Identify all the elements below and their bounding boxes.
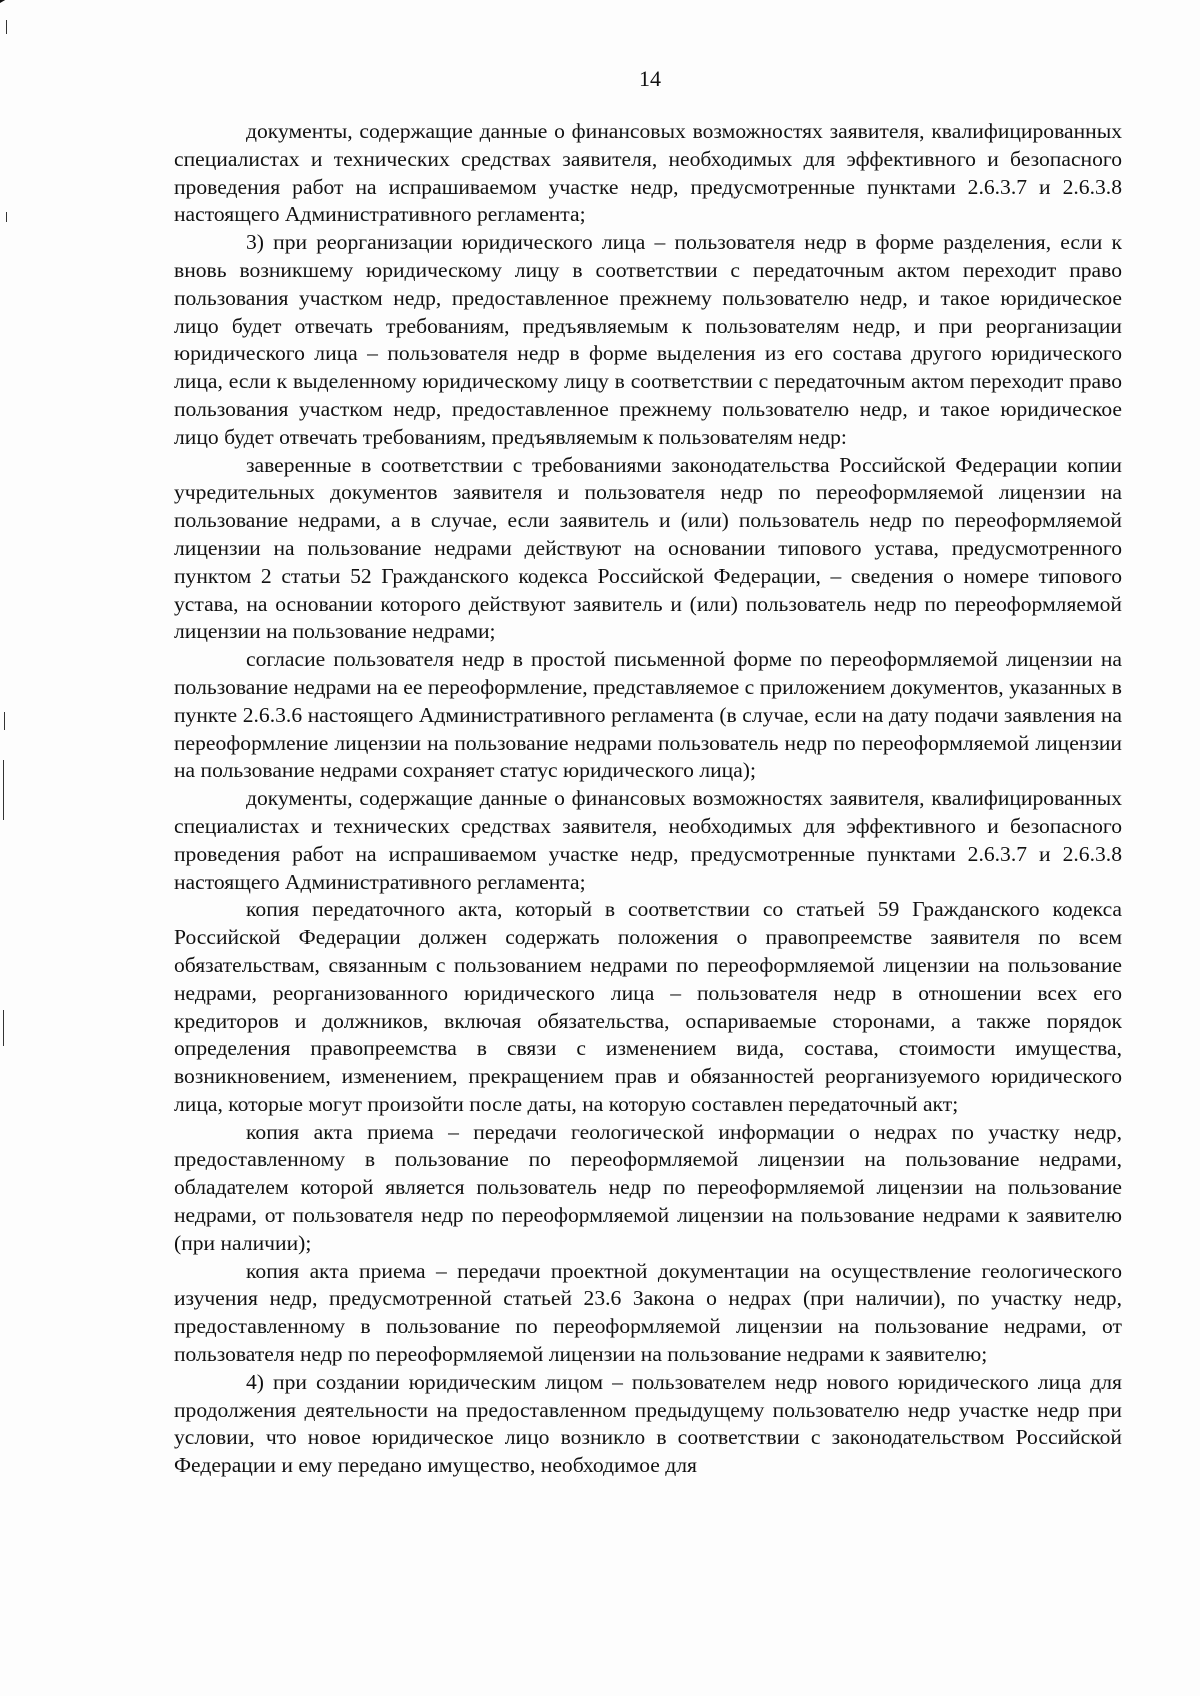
paragraph: копия передаточного акта, который в соответствии со статьей 59 Гражданского кодекса Российской Федерации должен содержать положения о правопреемстве заявителя по всем обязательствам, связанным с пользованием недрами по переоформляемой лицензии на пользование недрами, реорганизованного юридического лица – пользователя недр в отношении всех его кредиторов и должников, включая обязательства, оспариваемые сторонами, а также порядок определения правопреемства в связи с изменением вида, состава, стоимости имущества, возникновением, изменением, прекращением прав и обязанностей реорганизуемого юридического лица, которые могут произойти после даты, на которую составлен передаточный акт;	[174, 897, 1122, 1116]
page-number: 14	[639, 66, 661, 91]
document-body	[174, 118, 1122, 1480]
paragraph: 4) при создании юридическим лицом – пользователем недр нового юридического лица для продолжения деятельности на предоставленном предыдущему пользователю недр участке недр при условии, что новое юридическое лицо возникло в соответствии с законодательством Российской Федерации и ему передано имущество, необходимое для	[174, 1369, 1122, 1478]
paragraph: согласие пользователя недр в простой письменной форме по переоформляемой лицензии на пользование недрами на ее переоформление, представляемое с приложением документов, указанных в пункте 2.6.3.6 настоящего Административного регламента (в случае, если на дату подачи заявления на переоформление лицензии на пользование недрами пользователь недр по переоформляемой лицензии на пользование недрами сохраняет статус юридического лица);	[174, 647, 1122, 783]
scan-edge-mark	[3, 1010, 4, 1046]
paragraph: заверенные в соответствии с требованиями законодательства Российской Федерации копии учредительных документов заявителя и пользователя недр по переоформляемой лицензии на пользование недрами, а в случае, если заявитель и (или) пользователь недр по переоформляемой лицензии на пользование недрами действуют на основании типового устава, предусмотренного пунктом 2 статьи 52 Гражданского кодекса Российской Федерации, – сведения о номере типового устава, на основании которого действуют заявитель и (или) пользователь недр по переоформляемой лицензии на пользование недрами;	[174, 452, 1122, 644]
scan-edge-mark	[6, 20, 7, 34]
paragraph: документы, содержащие данные о финансовых возможностях заявителя, квалифицированных специалистах и технических средствах заявителя, необходимых для эффективного и безопасного проведения работ на испрашиваемом участке недр, предусмотренные пунктами 2.6.3.7 и 2.6.3.8 настоящего Административного регламента;	[174, 786, 1122, 894]
paragraph: 3) при реорганизации юридического лица – пользователя недр в форме разделения, если к вновь возникшему юридическому лицу в соответствии с передаточным актом переходит право пользования участком недр, предоставленное прежнему пользователю недр, и такое юридическое лицо будет отвечать требованиям, предъявляемым к пользователям недр, и при реорганизации юридического лица – пользователя недр в форме выделения из его состава другого юридического лица, если к выделенному юридическому лицу в соответствии с передаточным актом переходит право пользования участком недр, предоставленное прежнему пользователю недр, и такое юридическое лицо будет отвечать требованиям, предъявляемым к пользователям недр:	[174, 230, 1122, 449]
scan-corner-mark	[0, 0, 18, 21]
scan-edge-mark	[3, 760, 4, 820]
paragraph: документы, содержащие данные о финансовых возможностях заявителя, квалифицированных специалистах и технических средствах заявителя, необходимых для эффективного и безопасного проведения работ на испрашиваемом участке недр, предусмотренные пунктами 2.6.3.7 и 2.6.3.8 настоящего Административного регламента;	[174, 119, 1122, 227]
scan-edge-mark	[4, 712, 5, 730]
scan-edge-mark	[6, 212, 7, 222]
paragraph: копия акта приема – передачи геологической информации о недрах по участку недр, предоставленному в пользование по переоформляемой лицензии на пользование недрами, обладателем которой является пользователь недр по переоформляемой лицензии на пользование недрами, от пользователя недр по переоформляемой лицензии на пользование недрами к заявителю (при наличии);	[174, 1119, 1122, 1255]
paragraph: копия акта приема – передачи проектной документации на осуществление геологического изучения недр, предусмотренной статьей 23.6 Закона о недрах (при наличии), по участку недр, предоставленному в пользование по переоформляемой лицензии на пользование недрами, от пользователя недр по переоформляемой лицензии на пользование недрами к заявителю;	[174, 1258, 1122, 1367]
